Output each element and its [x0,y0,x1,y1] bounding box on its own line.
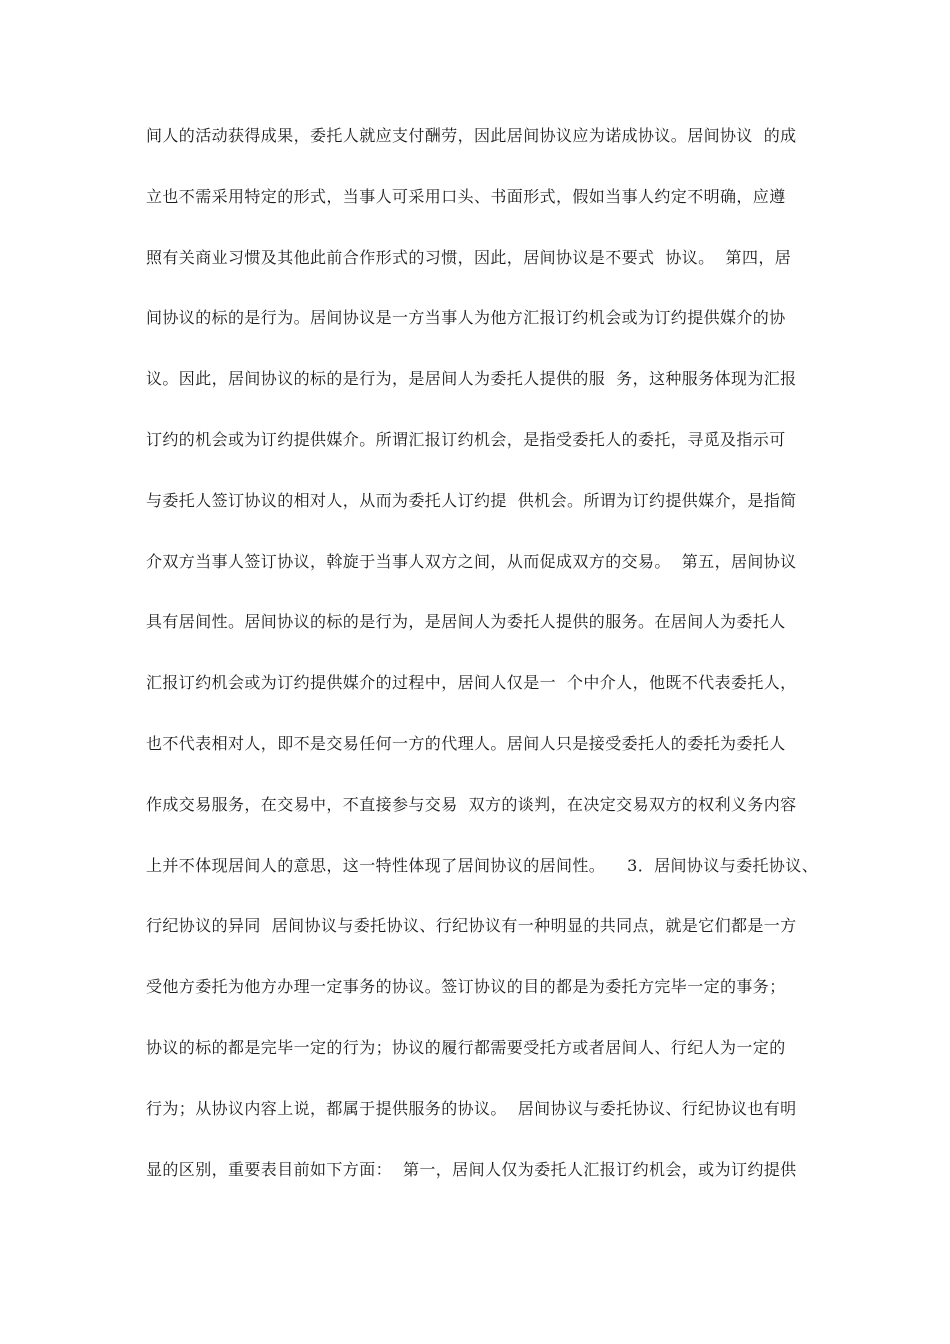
text-line-1: 间人的活动获得成果，委托人就应支付酬劳，因此居间协议应为诺成协议。居间协议 的成 [146,126,797,145]
text-line-9: 具有居间性。居间协议的标的是行为，是居间人为委托人提供的服务。在居间人为委托人 [146,612,786,632]
text-line-2: 立也不需采用特定的形式，当事人可采用口头、书面形式，假如当事人约定不明确，应遵 [146,186,786,206]
text-line-17: 行为；从协议内容上说，都属于提供服务的协议。 居间协议与委托协议、行纪协议也有明 [146,1098,797,1118]
text-line-10: 汇报订约机会或为订约提供媒介的过程中，居间人仅是一 个中介人，他既不代表委托人， [146,673,797,693]
text-line-3: 照有关商业习惯及其他此前合作形式的习惯，因此，居间协议是不要式 协议。 第四，居 [146,247,792,267]
text-line-18: 显的区别，重要表目前如下方面： 第一，居间人仅为委托人汇报订约机会，或为订约提供 [146,1159,797,1179]
text-line-16: 协议的标的都是完毕一定的行为；协议的履行都需要受托方或者居间人、行纪人为一定的 [146,1037,786,1057]
text-line-7: 与委托人签订协议的相对人，从而为委托人订约提 供机会。所谓为订约提供媒介，是指简 [146,490,797,510]
body-text [146,116,826,1210]
text-line-8: 介双方当事人签订协议，斡旋于当事人双方之间，从而促成双方的交易。 第五，居间协议 [146,551,797,571]
text-line-14: 行纪协议的异同 居间协议与委托协议、行纪协议有一种明显的共同点，就是它们都是一方 [146,916,797,936]
text-line-13: 上并不体现居间人的意思，这一特性体现了居间协议的居间性。 3．居间协议与委托协议、 [146,855,819,875]
text-line-11: 也不代表相对人，即不是交易任何一方的代理人。居间人只是接受委托人的委托为委托人 [146,733,786,753]
text-line-5: 议。因此，居间协议的标的是行为，是居间人为委托人提供的服 务，这种服务体现为汇报 [146,369,797,389]
text-line-4: 间协议的标的是行为。居间协议是一方当事人为他方汇报订约机会或为订约提供媒介的协 [146,308,786,328]
text-line-6: 订约的机会或为订约提供媒介。所谓汇报订约机会，是指受委托人的委托，寻觅及指示可 [146,429,786,449]
text-line-12: 作成交易服务，在交易中，不直接参与交易 双方的谈判，在决定交易双方的权利义务内容 [146,794,797,814]
text-line-15: 受他方委托为他方办理一定事务的协议。签订协议的目的都是为委托方完毕一定的事务； [146,977,786,997]
